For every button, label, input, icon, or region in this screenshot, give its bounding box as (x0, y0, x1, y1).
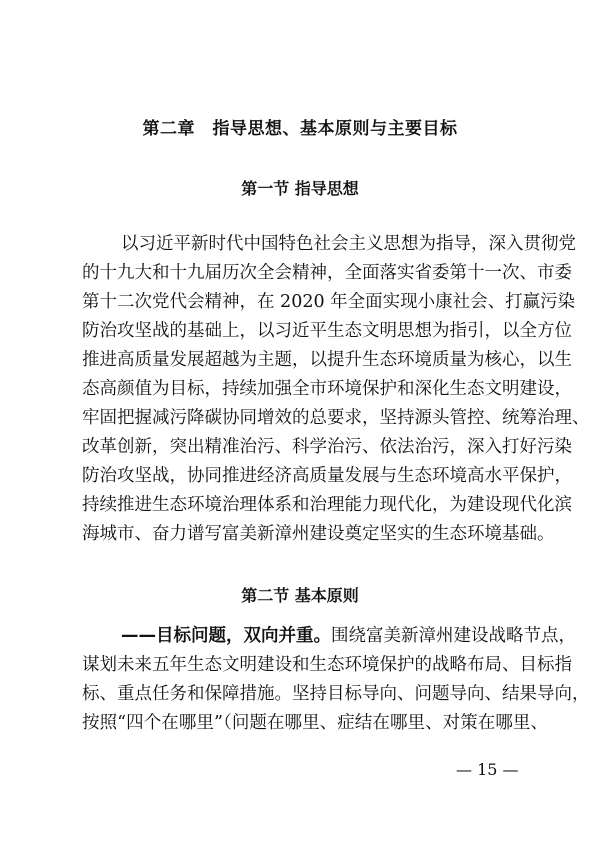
text-line: 按照“四个在哪里”（问题在哪里、症结在哪里、对策在哪里、 (82, 713, 548, 733)
text-line: 以习近平新时代中国特色社会主义思想为指导，深入贯彻党 (121, 234, 576, 254)
text-line: 态高颜值为目标，持续加强全市环境保护和深化生态文明建设， (82, 379, 572, 399)
text-line: 第十二次党代会精神，在 2020 年全面实现小康社会、打赢污染 (82, 292, 576, 312)
text-line: 推进高质量发展超越为主题，以提升生态环境质量为核心，以生 (82, 350, 572, 370)
text-line: 的十九大和十九届历次全会精神，全面落实省委第十一次、市委 (82, 263, 572, 283)
text-line: 谋划未来五年生态文明建设和生态环境保护的战略布局、目标指 (82, 655, 572, 675)
text-line (121, 624, 576, 648)
text-line: 改革创新，突出精准治污、科学治污、依法治污，深入打好污染 (82, 437, 572, 457)
section-title-basic-principles: 第二节 基本原则 (241, 586, 359, 605)
text-line: 标、重点任务和保障措施。坚持目标导向、问题导向、结果导向， (82, 684, 590, 704)
text-line: 牢固把握减污降碳协同增效的总要求，坚持源头管控、统筹治理、 (82, 408, 590, 428)
chapter-title: 第二章 指导思想、基本原则与主要目标 (142, 119, 458, 139)
text-line: 防治攻坚战的基础上，以习近平生态文明思想为指引，以全方位 (82, 321, 572, 341)
principle-text: 围绕富美新漳州建设战略节点， (331, 626, 576, 646)
page-number: — 15 — (456, 760, 519, 779)
text-line: 持续推进生态环境治理体系和治理能力现代化，为建设现代化滨 (82, 495, 572, 515)
section-title-guiding-ideology: 第一节 指导思想 (241, 179, 359, 198)
principle-heading: ——目标问题，双向并重。 (121, 626, 331, 646)
text-line: 海城市、奋力谱写富美新漳州建设奠定坚实的生态环境基础。 (82, 524, 555, 544)
text-line: 防治攻坚战，协同推进经济高质量发展与生态环境高水平保护， (82, 466, 572, 486)
